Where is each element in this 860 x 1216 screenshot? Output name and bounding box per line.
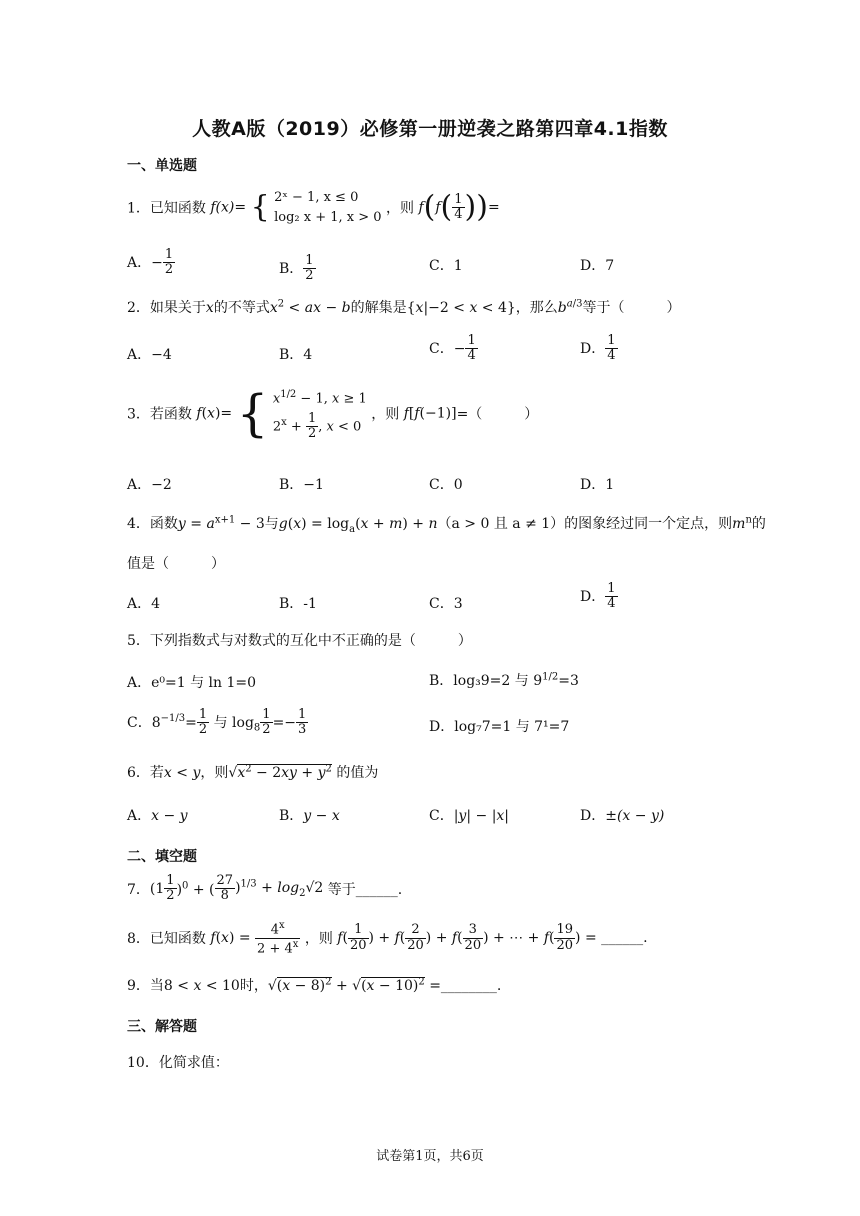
q1-cases	[274, 188, 381, 227]
q1-expr: f	[418, 199, 424, 216]
q1-fx: f(x)=	[210, 199, 247, 216]
q5-option-d: D．log₇7=1 与 7¹=7	[429, 719, 570, 735]
q6-option-d: D．±(x − y)	[580, 808, 665, 824]
question-8: 8．已知函数 f(x) = $\frac{4^x}{2 + 4^x}$ ，则 f( $\frac{1}{20}$ ) + f( $\frac{2}{20}$ ) + f( $\frac{3}{20}$ ) + ⋯ + f( $\frac{19}{20}$ ) = ______.	[127, 920, 648, 956]
question-3: 3．若函数 f(x)= { $x^{1/2} - 1$, x ≥ 1 $2^x$ + $\frac{1}{2}$ , x < 0 ，则 f[f(−1)]=（ ）	[127, 384, 539, 443]
q1-fraction: $\frac{1}{4}$	[454, 191, 463, 222]
q4-option-d: D． $\frac{1}{4}$	[580, 581, 616, 612]
section-heading-solution: 三、解答题	[127, 1019, 197, 1035]
page-title: 人教A版（2019）必修第一册逆袭之路第四章4.1指数	[192, 118, 668, 140]
q3-option-c: C．0	[429, 477, 463, 493]
q6-option-c: C．|y| − |x|	[429, 808, 510, 824]
q3-option-a: A．−2	[127, 477, 172, 493]
q1-option-a: A．− $\frac{1}{2}$	[127, 247, 174, 278]
q2-option-b: B．4	[279, 347, 313, 363]
q2-option-c: C．− $\frac{1}{4}$	[429, 333, 476, 364]
q1-option-d: D．7	[580, 258, 615, 274]
q5-option-c: C．$8^{-1/3}=$ $\frac{1}{2}$ 与 $\log_8$ $\frac{1}{2}$ =− $\frac{1}{3}$	[127, 707, 307, 738]
q1-tail: ，则	[386, 200, 414, 217]
section-heading-fill-in: 二、填空题	[127, 849, 197, 865]
q3-option-b: B．−1	[279, 477, 324, 493]
question-5: 5．下列指数式与对数式的互化中不正确的是（ ）	[127, 633, 472, 649]
q1-case-1: 2ˣ − 1, x ≤ 0	[274, 190, 359, 205]
q4-option-a: A．4	[127, 596, 161, 612]
q5-option-a: A．e⁰=1 与 ln 1=0	[127, 675, 257, 691]
page-footer: 试卷第1页，共6页	[376, 1149, 484, 1164]
question-4-line-2: 值是（ ）	[127, 556, 225, 572]
q1-stem: 1．已知函数	[127, 200, 206, 217]
q6-option-b: B．y − x	[279, 808, 340, 824]
q1-case-2: log₂ x + 1, x > 0	[274, 209, 382, 225]
q2-option-d: D． $\frac{1}{4}$	[580, 333, 616, 364]
q1-option-b: B． $\frac{1}{2}$	[279, 253, 314, 284]
section-heading-single-choice: 一、单选题	[127, 158, 197, 174]
question-2: 2．如果关于x的不等式$x^2$ < ax − b的解集是{x|−2 < x < 4}，那么$b^{a/3}$等于（ ）	[127, 298, 681, 316]
q3-cases: $x^{1/2} - 1$, x ≥ 1 $2^x$ + $\frac{1}{2}$ , x < 0	[272, 389, 367, 442]
q5-option-b: B．log₃9=2 与 $9^{1/2}=3$	[429, 671, 579, 689]
q6-option-a: A．x − y	[127, 808, 188, 824]
q1-option-c: C．1	[429, 258, 463, 274]
question-6: 6．若x < y，则$√x^2 - 2xy + y^2$ 的值为	[127, 763, 379, 781]
q2-option-a: A．−4	[127, 347, 172, 363]
question-7: 7．(1 $\frac{1}{2}$ )$^0$ + ( $\frac{27}{8}$ )$^{1/3} + \log_2√2$ 等于______.	[127, 873, 403, 904]
question-10: 10．化简求值：	[127, 1055, 229, 1071]
q4-option-c: C．3	[429, 596, 463, 612]
q4-option-b: B．-1	[279, 596, 317, 612]
question-1: 1．已知函数 f(x)= { 2ˣ − 1, x ≤ 0 log₂ x + 1, x > 0 ，则 f(f( $\frac{1}{4}$ ))=	[127, 188, 500, 228]
q3-option-d: D．1	[580, 477, 615, 493]
question-9: 9．当8 < x < 10时，$√(x - 8)^2 + √(x - 10)^2$ =________.	[127, 976, 502, 994]
question-4-line-1: 4．函数$y = a^{x+1} - 3$与$g(x) = \log_a(x + m) + n(a > 0$ 且 a ≠ 1）的图象经过同一个定点，则$m^n$的	[127, 514, 766, 535]
q1-brace: {	[250, 189, 270, 225]
